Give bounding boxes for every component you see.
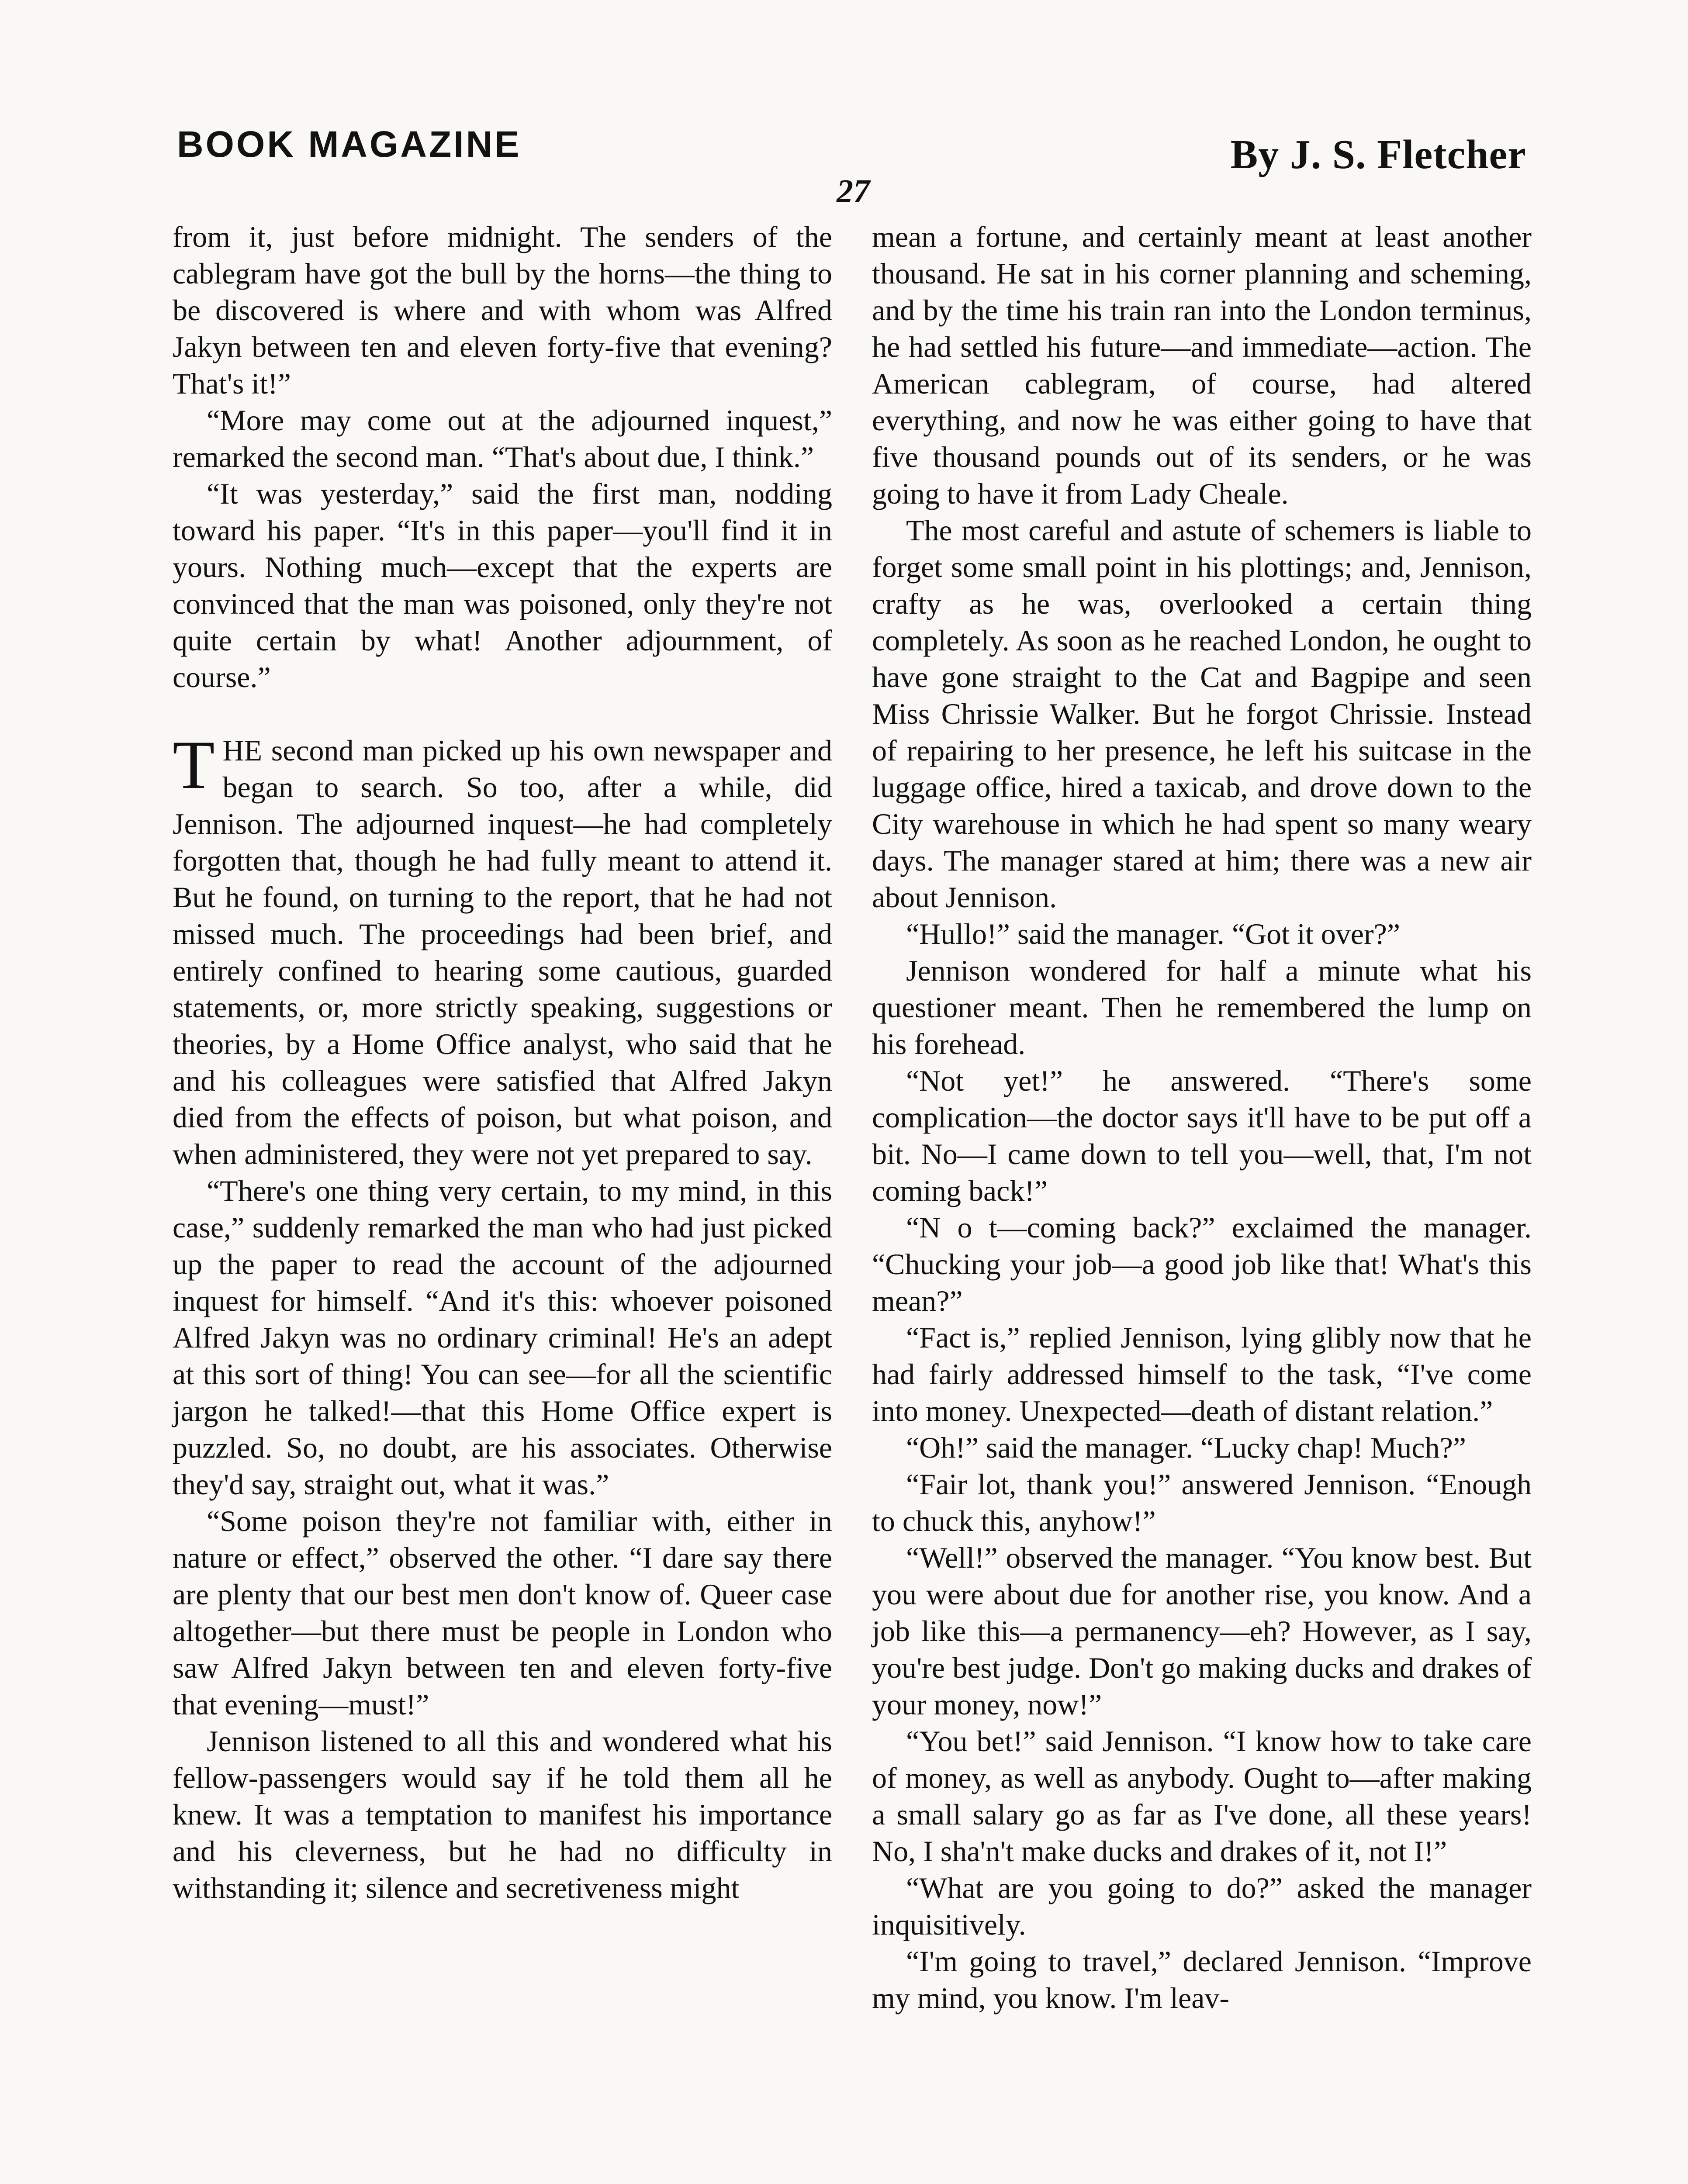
paragraph: mean a fortune, and certainly meant at least another thousand. He sat in his corner planning and scheming, and by the time his train ran into the London terminus, he had settled his future—and immediate—action. The American cablegram, of course, had altered everything, and now he was either going to have that five thousand pounds out of its senders, or he was going to have it from Lady Cheale. — [872, 220, 1532, 510]
paragraph: “It was yesterday,” said the first man, nodding toward his paper. “It's in this paper—you'll find it in yours. Nothing much—except that the experts are convinced that the man was poisoned, only they're not quite certain by what! Another adjournment, of course.” — [173, 477, 832, 694]
paragraph: “You bet!” said Jennison. “I know how to take care of money, as well as anybody. Ought to—after making a small salary go as far as I've done, all these years! No, I sha'n't make ducks and drakes of it, not I!” — [872, 1724, 1532, 1868]
paragraph: “Some poison they're not familiar with, either in nature or effect,” observed the other. “I dare say there are plenty that our best men don't know of. Queer case altogether—but there must be people in London who saw Alfred Jakyn between ten and eleven forty-five that evening—must!” — [173, 1504, 832, 1721]
paragraph: Jennison listened to all this and wondered what his fellow-passengers would say if he told them all he knew. It was a temptation to manifest his importance and his cleverness, but he had no difficulty in withstanding it; silence and secretiveness might — [173, 1724, 832, 1904]
paragraph: “Oh!” said the manager. “Lucky chap! Much?” — [906, 1431, 1466, 1464]
paragraph: “Not yet!” he answered. “There's some complication—the doctor says it'll have to be put off a bit. No—I came down to tell you—well, that, I'm not coming back!” — [872, 1064, 1532, 1207]
publication-title: BOOK MAGAZINE — [177, 124, 522, 165]
paragraph: “What are you going to do?” asked the manager inquisitively. — [872, 1871, 1532, 1941]
author-byline: By J. S. Fletcher — [1230, 132, 1526, 177]
paragraph: “N o t—coming back?” exclaimed the manager. “Chucking your job—a good job like that! What's this mean?” — [872, 1211, 1532, 1317]
right-column — [872, 218, 1532, 2016]
left-column — [173, 218, 832, 1906]
dropcap-paragraph — [173, 727, 832, 1172]
drop-cap: T — [173, 727, 215, 803]
paragraph: “I'm going to travel,” declared Jennison. “Improve my mind, you know. I'm leav- — [872, 1945, 1532, 2015]
paragraph: “Well!” observed the manager. “You know best. But you were about due for another rise, you know. And a job like this—a permanency—eh? However, as I say, you're best judge. Don't go making ducks and drakes of your money, now!” — [872, 1541, 1532, 1721]
paragraph-text: HE second man picked up his own newspaper and began to search. So too, after a while, did Jennison. The adjourned inquest—he had completely forgotten that, though he had fully meant to attend it. But he found, on turning to the report, that he had not missed much. The proceedings had been brief, and entirely confined to hearing some cautious, guarded statements, or, more strictly speaking, suggestions or theories, by a Home Office analyst, who said that he and his colleagues were satisfied that Alfred Jakyn died from the effects of poison, but what poison, and when administered, they were not yet prepared to say. — [173, 734, 832, 1171]
page-number: 27 — [837, 173, 870, 210]
paragraph: Jennison wondered for half a minute what his questioner meant. Then he remembered the lump on his forehead. — [872, 954, 1532, 1061]
paragraph: “More may come out at the adjourned inquest,” remarked the second man. “That's about due, I think.” — [173, 404, 832, 473]
paragraph: The most careful and astute of schemers is liable to forget some small point in his plottings; and, Jennison, crafty as he was, overlooked a certain thing completely. As soon as he reached London, he ought to have gone straight to the Cat and Bagpipe and seen Miss Chrissie Walker. But he forgot Chrissie. Instead of repairing to her presence, he left his suitcase in the luggage office, hired a taxicab, and drove down to the City warehouse in which he had spent so many weary days. The manager stared at him; there was a new air about Jennison. — [872, 514, 1532, 914]
paragraph: “There's one thing very certain, to my mind, in this case,” suddenly remarked the man who had just picked up the paper to read the account of the adjourned inquest for himself. “And it's this: whoever poisoned Alfred Jakyn was no ordinary criminal! He's an adept at this sort of thing! You can see—for all the scientific jargon he talked!—that this Home Office expert is puzzled. So, no doubt, are his associates. Otherwise they'd say, straight out, what it was.” — [173, 1174, 832, 1501]
paragraph: “Fact is,” replied Jennison, lying glibly now that he had fairly addressed himself to the task, “I've come into money. Unexpected—death of distant relation.” — [872, 1321, 1532, 1427]
paragraph: from it, just before midnight. The senders of the cablegram have got the bull by the horns—the thing to be discovered is where and with whom was Alfred Jakyn between ten and eleven forty-five that evening? That's it!” — [173, 220, 832, 400]
paragraph: “Fair lot, thank you!” answered Jennison. “Enough to chuck this, anyhow!” — [872, 1468, 1532, 1538]
paragraph: “Hullo!” said the manager. “Got it over?” — [906, 917, 1400, 950]
